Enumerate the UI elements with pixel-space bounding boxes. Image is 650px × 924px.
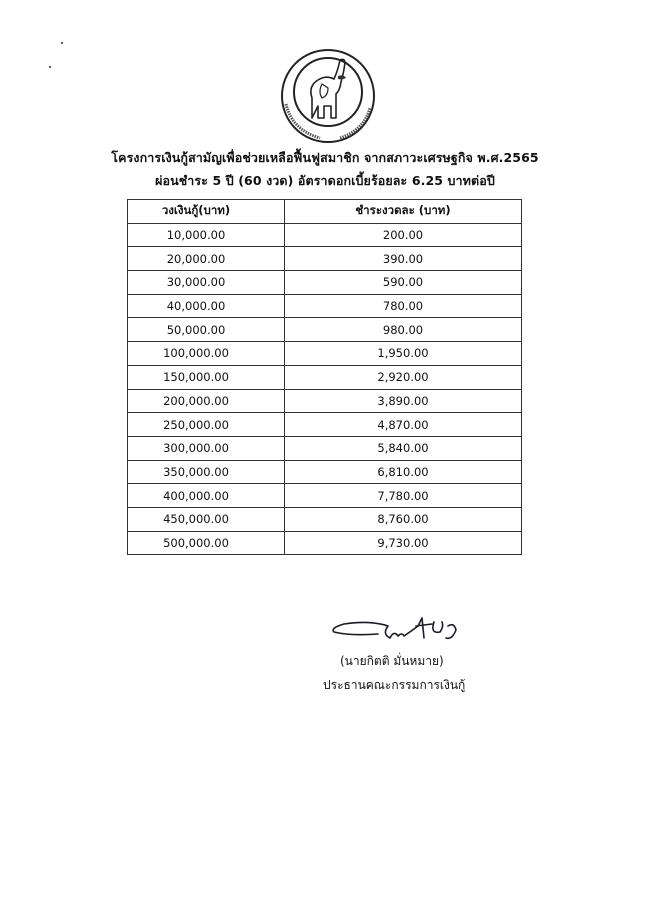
loan-amount-cell: 450,000.00 [128, 507, 285, 531]
installment-cell: 200.00 [285, 223, 522, 247]
column-header-loan-amount: วงเงินกู้(บาท) [128, 200, 285, 224]
installment-cell: 390.00 [285, 247, 522, 271]
loan-amount-cell: 150,000.00 [128, 365, 285, 389]
loan-amount-cell: 40,000.00 [128, 294, 285, 318]
installment-cell: 1,950.00 [285, 342, 522, 366]
table-row [128, 247, 522, 271]
table-row [128, 389, 522, 413]
installment-cell: 7,780.00 [285, 484, 522, 508]
installment-cell: 8,760.00 [285, 507, 522, 531]
loan-amount-cell: 300,000.00 [128, 436, 285, 460]
loan-payment-table [127, 199, 522, 555]
installment-cell: 5,840.00 [285, 436, 522, 460]
installment-cell: 4,870.00 [285, 413, 522, 437]
loan-amount-cell: 10,000.00 [128, 223, 285, 247]
loan-amount-cell: 200,000.00 [128, 389, 285, 413]
table-row [128, 413, 522, 437]
table-row [128, 294, 522, 318]
installment-cell: 980.00 [285, 318, 522, 342]
loan-amount-cell: 350,000.00 [128, 460, 285, 484]
table-row [128, 531, 522, 555]
loan-amount-cell: 50,000.00 [128, 318, 285, 342]
table-row [128, 436, 522, 460]
installment-cell: 3,890.00 [285, 389, 522, 413]
table-row [128, 342, 522, 366]
installment-cell: 590.00 [285, 271, 522, 295]
table-row [128, 365, 522, 389]
column-header-installment: ชำระงวดละ (บาท) [285, 200, 522, 224]
loan-amount-cell: 250,000.00 [128, 413, 285, 437]
signer-position: ประธานคณะกรรมการเงินกู้ [323, 678, 466, 692]
scan-speck [61, 42, 63, 44]
loan-amount-cell: 100,000.00 [128, 342, 285, 366]
table-row [128, 484, 522, 508]
loan-amount-cell: 400,000.00 [128, 484, 285, 508]
installment-cell: 9,730.00 [285, 531, 522, 555]
loan-amount-cell: 30,000.00 [128, 271, 285, 295]
document-title: โครงการเงินกู้สามัญเพื่อช่วยเหลือฟื้นฟูสมาชิก จากสภาวะเศรษฐกิจ พ.ศ.2565 [111, 150, 539, 165]
document-subtitle: ผ่อนชำระ 5 ปี (60 งวด) อัตราดอกเบี้ยร้อยละ 6.25 บาทต่อปี [155, 173, 495, 188]
installment-cell: 6,810.00 [285, 460, 522, 484]
table-row [128, 223, 522, 247]
table-row [128, 271, 522, 295]
cooperative-elephant-seal-icon [278, 46, 378, 146]
scan-speck [49, 66, 51, 68]
table-row [128, 318, 522, 342]
signer-name: (นายกิตติ มั่นหมาย) [340, 654, 444, 668]
installment-cell: 2,920.00 [285, 365, 522, 389]
table-row [128, 507, 522, 531]
loan-amount-cell: 500,000.00 [128, 531, 285, 555]
handwritten-signature-icon [330, 612, 470, 646]
installment-cell: 780.00 [285, 294, 522, 318]
table-header-row [128, 200, 522, 224]
table-row [128, 460, 522, 484]
loan-amount-cell: 20,000.00 [128, 247, 285, 271]
